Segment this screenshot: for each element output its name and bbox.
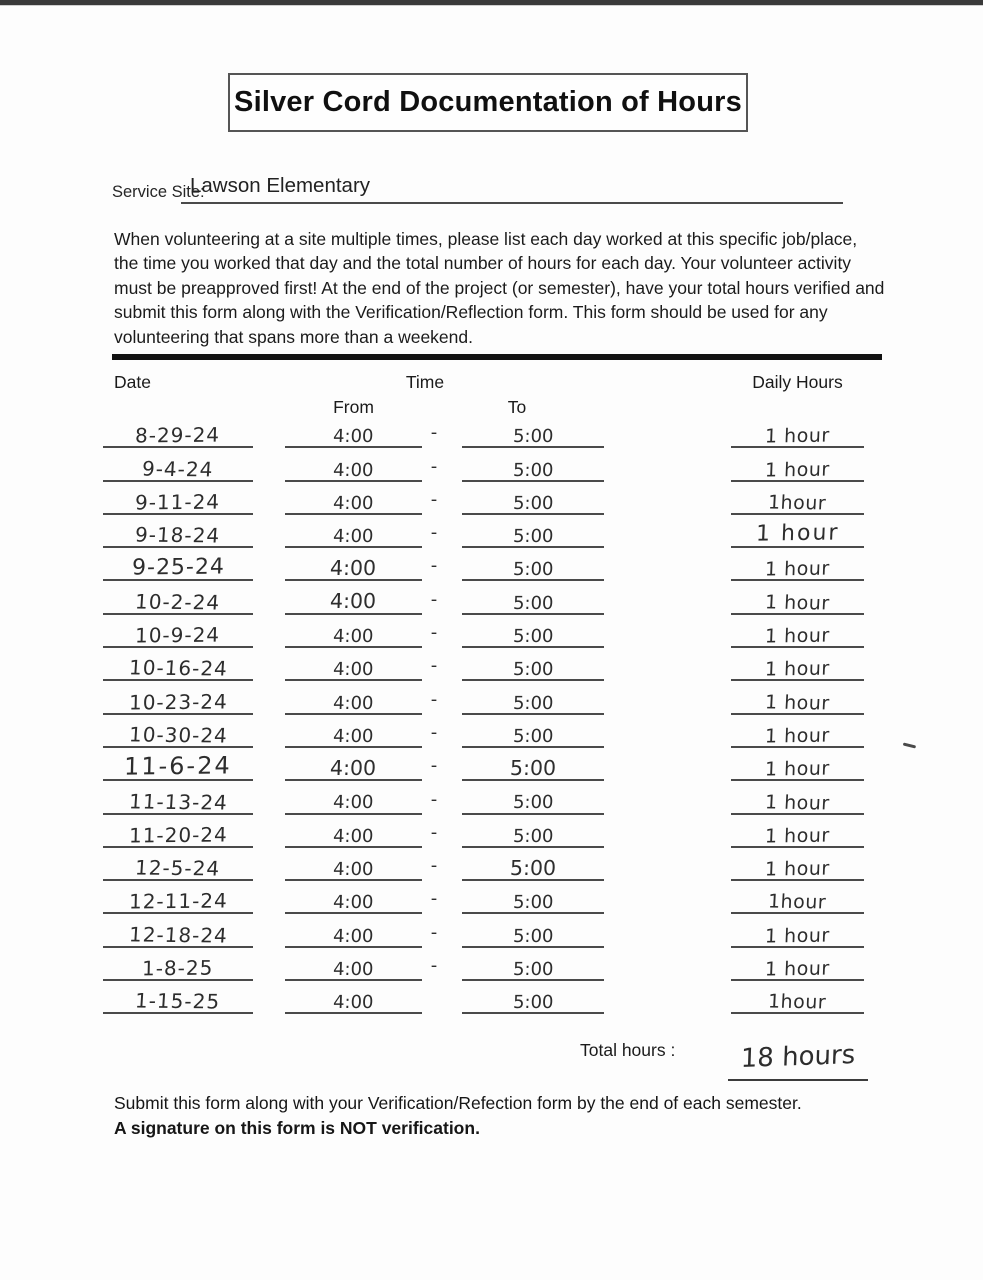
date-cell bbox=[103, 546, 253, 581]
time-to-cell bbox=[462, 746, 604, 781]
row-to-value: 5:00 bbox=[512, 659, 554, 681]
date-cell bbox=[103, 879, 253, 914]
row-time-separator: - bbox=[430, 588, 438, 610]
row-time-separator: - bbox=[430, 422, 438, 444]
time-to-cell bbox=[462, 679, 604, 714]
row-from-value: 4:00 bbox=[332, 792, 375, 814]
page-title: Silver Cord Documentation of Hours bbox=[234, 86, 742, 118]
daily-hours-cell bbox=[731, 979, 864, 1014]
row-to-value: 5:00 bbox=[512, 625, 554, 647]
column-header-date: Date bbox=[114, 372, 151, 392]
row-to-value: 5:00 bbox=[512, 725, 554, 747]
row-date-value: 10-16-24 bbox=[127, 655, 229, 681]
row-to-value: 5:00 bbox=[512, 459, 554, 481]
time-to-cell bbox=[462, 413, 604, 448]
row-hours-value: 1 hour bbox=[764, 790, 831, 815]
table-row bbox=[0, 948, 983, 981]
row-hours-value: 1 hour bbox=[755, 520, 840, 547]
daily-hours-cell bbox=[731, 846, 864, 881]
time-from-cell bbox=[285, 613, 422, 648]
time-from-cell bbox=[285, 846, 422, 881]
time-from-cell bbox=[285, 513, 422, 548]
daily-hours-cell bbox=[731, 946, 864, 981]
row-to-value: 5:00 bbox=[512, 692, 554, 714]
daily-hours-cell bbox=[731, 813, 864, 848]
row-from-value: 4:00 bbox=[332, 459, 375, 481]
row-to-value: 5:00 bbox=[512, 925, 554, 947]
column-subheader-to: To bbox=[507, 397, 527, 417]
row-hours-value: 1 hour bbox=[764, 957, 831, 981]
row-date-value: 1-8-25 bbox=[142, 955, 214, 981]
row-time-separator: - bbox=[430, 522, 438, 544]
row-from-value: 4:00 bbox=[332, 992, 375, 1014]
row-date-value: 11-6-24 bbox=[123, 751, 233, 782]
row-to-value: 5:00 bbox=[512, 792, 554, 814]
daily-hours-cell bbox=[731, 446, 864, 481]
footer-note bbox=[114, 1091, 882, 1141]
row-to-value: 5:00 bbox=[509, 755, 557, 780]
daily-hours-cell bbox=[731, 579, 864, 614]
date-cell bbox=[103, 646, 253, 681]
table-row bbox=[0, 748, 983, 781]
date-cell bbox=[103, 813, 253, 848]
daily-hours-cell bbox=[731, 613, 864, 648]
row-to-value: 5:00 bbox=[512, 426, 554, 448]
time-to-cell bbox=[462, 713, 604, 748]
row-to-value: 5:00 bbox=[512, 526, 554, 548]
row-date-value: 12-11-24 bbox=[128, 888, 228, 914]
daily-hours-cell bbox=[731, 779, 864, 814]
row-to-value: 5:00 bbox=[512, 825, 554, 847]
time-from-cell bbox=[285, 746, 422, 781]
daily-hours-cell bbox=[731, 480, 864, 515]
table-row bbox=[0, 415, 983, 448]
column-header-time: Time bbox=[405, 372, 445, 392]
time-from-cell bbox=[285, 946, 422, 981]
time-from-cell bbox=[285, 579, 422, 614]
row-date-value: 9-18-24 bbox=[134, 522, 222, 548]
daily-hours-cell bbox=[731, 546, 864, 581]
daily-hours-cell bbox=[731, 713, 864, 748]
row-time-separator: - bbox=[430, 955, 438, 977]
row-hours-value: 1 hour bbox=[764, 657, 831, 681]
time-to-cell bbox=[462, 779, 604, 814]
row-time-separator: - bbox=[430, 921, 438, 943]
row-date-value: 9-4-24 bbox=[141, 456, 215, 482]
table-row bbox=[0, 615, 983, 648]
time-to-cell bbox=[462, 946, 604, 981]
table-row bbox=[0, 715, 983, 748]
time-to-cell bbox=[462, 480, 604, 515]
date-cell bbox=[103, 846, 253, 881]
row-date-value: 10-2-24 bbox=[134, 589, 222, 615]
daily-hours-cell bbox=[731, 513, 864, 548]
date-cell bbox=[103, 579, 253, 614]
time-from-cell bbox=[285, 813, 422, 848]
row-hours-value: 1 hour bbox=[764, 824, 831, 848]
row-to-value: 5:00 bbox=[512, 559, 554, 581]
time-to-cell bbox=[462, 579, 604, 614]
row-hours-value: 1 hour bbox=[764, 557, 831, 581]
date-cell bbox=[103, 779, 253, 814]
row-to-value: 5:00 bbox=[512, 958, 554, 980]
row-time-separator: - bbox=[430, 455, 438, 477]
row-to-value: 5:00 bbox=[512, 592, 554, 614]
time-to-cell bbox=[462, 813, 604, 848]
row-to-value: 5:00 bbox=[512, 492, 554, 514]
row-time-separator: - bbox=[430, 655, 438, 677]
daily-hours-cell bbox=[731, 879, 864, 914]
row-hours-value: 1 hour bbox=[764, 724, 831, 748]
column-header-daily-hours: Daily Hours bbox=[752, 372, 843, 392]
row-time-separator: - bbox=[430, 688, 438, 710]
date-cell bbox=[103, 513, 253, 548]
row-hours-value: 1 hour bbox=[764, 757, 831, 781]
row-from-value: 4:00 bbox=[332, 659, 375, 681]
row-date-value: 12-18-24 bbox=[127, 922, 229, 948]
row-from-value: 4:00 bbox=[332, 692, 375, 714]
row-hours-value: 1 hour bbox=[764, 424, 831, 448]
row-time-separator: - bbox=[430, 888, 438, 910]
footer-line-2: A signature on this form is NOT verification. bbox=[114, 1118, 480, 1138]
row-from-value: 4:00 bbox=[332, 859, 375, 881]
time-from-cell bbox=[285, 646, 422, 681]
daily-hours-cell bbox=[731, 679, 864, 714]
daily-hours-cell bbox=[731, 413, 864, 448]
total-hours-label: Total hours : bbox=[580, 1040, 676, 1060]
time-to-cell bbox=[462, 613, 604, 648]
date-cell bbox=[103, 979, 253, 1014]
row-to-value: 5:00 bbox=[512, 992, 554, 1014]
service-site-value: Lawson Elementary bbox=[190, 174, 371, 197]
table-row bbox=[0, 881, 983, 914]
row-date-value: 1-15-25 bbox=[134, 988, 222, 1014]
scan-artifact-top bbox=[0, 0, 983, 6]
row-time-separator: - bbox=[430, 622, 438, 644]
footer-line-1: Submit this form along with your Verification/Refection form by the end of each semester. bbox=[114, 1093, 802, 1113]
row-from-value: 4:00 bbox=[332, 725, 375, 747]
row-date-value: 10-30-24 bbox=[127, 722, 229, 748]
row-time-separator: - bbox=[430, 488, 438, 510]
row-hours-value: 1 hour bbox=[764, 924, 831, 948]
time-from-cell bbox=[285, 779, 422, 814]
row-date-value: 9-11-24 bbox=[135, 489, 221, 515]
row-time-separator: - bbox=[430, 821, 438, 843]
hours-table-rows bbox=[0, 415, 983, 1014]
daily-hours-cell bbox=[731, 746, 864, 781]
table-row bbox=[0, 815, 983, 848]
table-row bbox=[0, 914, 983, 947]
date-cell bbox=[103, 713, 253, 748]
time-to-cell bbox=[462, 446, 604, 481]
time-to-cell bbox=[462, 513, 604, 548]
row-from-value: 4:00 bbox=[332, 526, 375, 548]
time-from-cell bbox=[285, 413, 422, 448]
row-time-separator: - bbox=[430, 755, 438, 777]
time-to-cell bbox=[462, 546, 604, 581]
row-time-separator: - bbox=[430, 788, 438, 810]
row-from-value: 4:00 bbox=[330, 755, 377, 780]
time-from-cell bbox=[285, 912, 422, 947]
time-from-cell bbox=[285, 546, 422, 581]
table-row bbox=[0, 648, 983, 681]
time-from-cell bbox=[285, 446, 422, 481]
date-cell bbox=[103, 613, 253, 648]
time-to-cell bbox=[462, 846, 604, 881]
section-divider-rule bbox=[112, 354, 882, 360]
table-row bbox=[0, 581, 983, 614]
date-cell bbox=[103, 480, 253, 515]
time-from-cell bbox=[285, 979, 422, 1014]
row-to-value: 5:00 bbox=[512, 892, 554, 914]
service-site-label: Service Site: bbox=[112, 183, 205, 201]
row-date-value: 9-25-24 bbox=[131, 554, 225, 581]
row-date-value: 11-20-24 bbox=[128, 822, 228, 848]
row-from-value: 4:00 bbox=[330, 556, 377, 581]
row-hours-value: 1 hour bbox=[764, 624, 831, 648]
row-time-separator: - bbox=[430, 721, 438, 743]
row-from-value: 4:00 bbox=[332, 958, 375, 980]
row-from-value: 4:00 bbox=[332, 625, 375, 647]
row-time-separator: - bbox=[430, 855, 438, 877]
row-time-separator: - bbox=[430, 555, 438, 577]
date-cell bbox=[103, 912, 253, 947]
date-cell bbox=[103, 679, 253, 714]
row-date-value: 8-29-24 bbox=[135, 422, 221, 448]
daily-hours-cell bbox=[731, 646, 864, 681]
row-from-value: 4:00 bbox=[332, 825, 375, 847]
row-hours-value: 1 hour bbox=[764, 857, 831, 881]
table-row bbox=[0, 781, 983, 814]
table-row bbox=[0, 548, 983, 581]
table-row bbox=[0, 981, 983, 1014]
row-hours-value: 1 hour bbox=[764, 691, 831, 715]
time-to-cell bbox=[462, 879, 604, 914]
row-from-value: 4:00 bbox=[330, 589, 377, 614]
row-from-value: 4:00 bbox=[332, 426, 375, 448]
row-to-value: 5:00 bbox=[509, 855, 557, 880]
date-cell bbox=[103, 746, 253, 781]
total-hours-underline bbox=[728, 1079, 868, 1081]
time-to-cell bbox=[462, 979, 604, 1014]
row-from-value: 4:00 bbox=[332, 492, 375, 514]
time-to-cell bbox=[462, 912, 604, 947]
row-from-value: 4:00 bbox=[332, 892, 375, 914]
title-box bbox=[228, 73, 748, 132]
date-cell bbox=[103, 446, 253, 481]
time-from-cell bbox=[285, 879, 422, 914]
row-hours-value: 1 hour bbox=[764, 458, 831, 482]
row-date-value: 10-9-24 bbox=[135, 622, 221, 648]
row-hours-value: 1 hour bbox=[764, 591, 831, 615]
table-row bbox=[0, 848, 983, 881]
table-row bbox=[0, 515, 983, 548]
row-date-value: 12-5-24 bbox=[134, 855, 222, 881]
table-row bbox=[0, 681, 983, 714]
date-cell bbox=[103, 413, 253, 448]
table-row bbox=[0, 482, 983, 515]
time-from-cell bbox=[285, 713, 422, 748]
row-from-value: 4:00 bbox=[332, 925, 375, 947]
column-subheader-from: From bbox=[333, 397, 374, 417]
date-cell bbox=[103, 946, 253, 981]
table-row bbox=[0, 448, 983, 481]
time-from-cell bbox=[285, 679, 422, 714]
row-date-value: 11-13-24 bbox=[127, 788, 229, 815]
row-hours-value: 1hour bbox=[767, 491, 828, 515]
daily-hours-cell bbox=[731, 912, 864, 947]
row-hours-value: 1hour bbox=[767, 890, 828, 914]
instructions-paragraph: When volunteering at a site multiple times, please list each day worked at this specific job/place, the time you worked that day and the total number of hours for each day. Your volunteer activity must be preapproved first! At the end of the project (or semester), have your total hours verified and submit this form along with the Verification/Reflection form. This form should be used for any volunteering that spans more than a weekend. bbox=[114, 229, 885, 347]
total-hours-value: 18 hours bbox=[740, 1039, 856, 1075]
time-to-cell bbox=[462, 646, 604, 681]
row-hours-value: 1hour bbox=[767, 990, 828, 1014]
row-date-value: 10-23-24 bbox=[128, 689, 228, 715]
time-from-cell bbox=[285, 480, 422, 515]
